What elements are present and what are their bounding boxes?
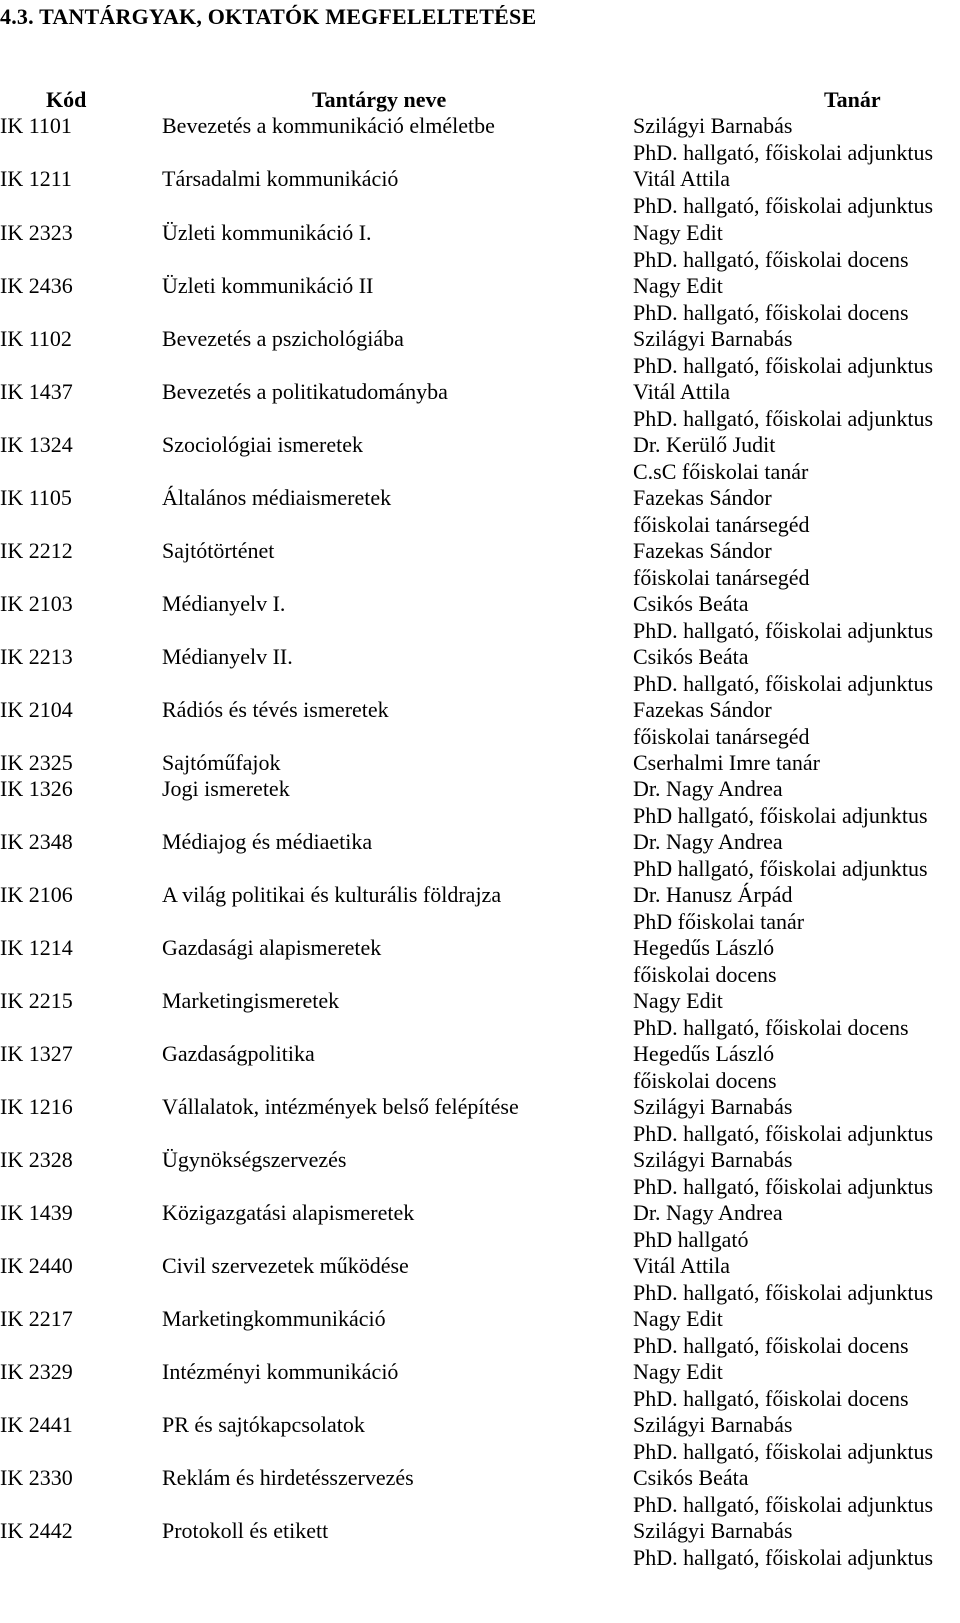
teacher-cell xyxy=(633,166,933,220)
course-code: IK 2213 xyxy=(0,644,73,669)
teacher-title: PhD. hallgató, főiskolai adjunktus xyxy=(633,1545,934,1570)
course-name: Ügynökségszervezés xyxy=(162,1147,347,1172)
course-code: IK 2215 xyxy=(0,988,73,1013)
teacher-name: Hegedűs László xyxy=(633,935,775,960)
teacher-title: PhD. hallgató, főiskolai docens xyxy=(633,247,909,272)
teacher-title: PhD. hallgató, főiskolai adjunktus xyxy=(633,1121,934,1146)
course-name: Reklám és hirdetésszervezés xyxy=(162,1465,414,1490)
course-code: IK 2106 xyxy=(0,882,73,907)
teacher-name: Nagy Edit xyxy=(633,1359,723,1384)
teacher-name: Szilágyi Barnabás xyxy=(633,1147,793,1172)
teacher-title: PhD. hallgató, főiskolai docens xyxy=(633,1015,909,1040)
teacher-title: PhD. hallgató, főiskolai adjunktus xyxy=(633,671,934,696)
teacher-cell xyxy=(633,644,933,698)
teacher-title: PhD. hallgató, főiskolai docens xyxy=(633,1386,909,1411)
teacher-name: Szilágyi Barnabás xyxy=(633,1518,793,1543)
teacher-name: Vitál Attila xyxy=(633,379,731,404)
teacher-cell xyxy=(633,882,804,936)
course-name: Jogi ismeretek xyxy=(162,776,290,801)
teacher-title: főiskolai docens xyxy=(633,962,777,987)
course-code: IK 1105 xyxy=(0,485,72,510)
teacher-name: Nagy Edit xyxy=(633,988,723,1013)
teacher-name: Vitál Attila xyxy=(633,166,731,191)
course-code: IK 2440 xyxy=(0,1253,73,1278)
course-name: Általános médiaismeretek xyxy=(162,485,392,510)
teacher-title: PhD. hallgató, főiskolai adjunktus xyxy=(633,353,934,378)
column-header-subject: Tantárgy neve xyxy=(312,87,447,112)
course-code: IK 1216 xyxy=(0,1094,73,1119)
teacher-name: Cserhalmi Imre tanár xyxy=(633,750,820,775)
course-name: Bevezetés a pszichológiába xyxy=(162,326,404,351)
teacher-title: főiskolai tanársegéd xyxy=(633,512,810,537)
teacher-cell xyxy=(633,379,933,433)
teacher-title: PhD. hallgató, főiskolai adjunktus xyxy=(633,406,934,431)
course-code: IK 2436 xyxy=(0,273,73,298)
teacher-cell xyxy=(633,591,933,645)
teacher-cell xyxy=(633,1306,909,1360)
teacher-name: Nagy Edit xyxy=(633,273,723,298)
teacher-cell xyxy=(633,1094,933,1148)
course-name: Médianyelv I. xyxy=(162,591,286,616)
column-header-teacher: Tanár xyxy=(824,87,881,112)
teacher-cell xyxy=(633,538,810,592)
teacher-name: Csikós Beáta xyxy=(633,1465,749,1490)
course-name: Társadalmi kommunikáció xyxy=(162,166,399,191)
course-code: IK 2323 xyxy=(0,220,73,245)
teacher-title: főiskolai tanársegéd xyxy=(633,565,810,590)
teacher-cell xyxy=(633,432,808,486)
teacher-cell xyxy=(633,1412,933,1466)
teacher-title: PhD. hallgató, főiskolai adjunktus xyxy=(633,193,934,218)
course-code: IK 1437 xyxy=(0,379,73,404)
teacher-cell xyxy=(633,1359,909,1413)
teacher-cell xyxy=(633,1041,777,1095)
teacher-cell xyxy=(633,988,909,1042)
course-code: IK 1214 xyxy=(0,935,73,960)
course-name: Bevezetés a politikatudományba xyxy=(162,379,448,404)
course-code: IK 1324 xyxy=(0,432,73,457)
teacher-title: PhD. hallgató, főiskolai adjunktus xyxy=(633,1280,934,1305)
course-code: IK 2442 xyxy=(0,1518,73,1543)
teacher-title: PhD. hallgató, főiskolai adjunktus xyxy=(633,140,934,165)
course-name: Vállalatok, intézmények belső felépítése xyxy=(162,1094,519,1119)
teacher-cell xyxy=(633,113,933,167)
teacher-title: PhD hallgató xyxy=(633,1227,749,1252)
course-code: IK 1439 xyxy=(0,1200,73,1225)
teacher-cell xyxy=(633,1465,933,1519)
teacher-cell xyxy=(633,326,933,380)
teacher-cell xyxy=(633,697,810,751)
teacher-name: Nagy Edit xyxy=(633,220,723,245)
course-code: IK 2104 xyxy=(0,697,73,722)
course-name: Üzleti kommunikáció I. xyxy=(162,220,372,245)
teacher-title: PhD. hallgató, főiskolai adjunktus xyxy=(633,1174,934,1199)
teacher-name: Szilágyi Barnabás xyxy=(633,1094,793,1119)
teacher-cell xyxy=(633,273,909,327)
teacher-cell xyxy=(633,750,820,777)
column-header-code: Kód xyxy=(46,87,87,112)
teacher-title: PhD hallgató, főiskolai adjunktus xyxy=(633,856,928,881)
course-code: IK 2103 xyxy=(0,591,73,616)
course-name: Gazdasági alapismeretek xyxy=(162,935,382,960)
course-code: IK 2328 xyxy=(0,1147,73,1172)
course-code: IK 1101 xyxy=(0,113,72,138)
teacher-title: PhD. hallgató, főiskolai docens xyxy=(633,1333,909,1358)
course-code: IK 2212 xyxy=(0,538,73,563)
teacher-title: PhD. hallgató, főiskolai adjunktus xyxy=(633,618,934,643)
teacher-cell xyxy=(633,1200,783,1254)
course-name: Gazdaságpolitika xyxy=(162,1041,315,1066)
teacher-name: Hegedűs László xyxy=(633,1041,775,1066)
teacher-name: Dr. Hanusz Árpád xyxy=(633,882,793,907)
course-name: Sajtótörténet xyxy=(162,538,275,563)
teacher-title: PhD hallgató, főiskolai adjunktus xyxy=(633,803,928,828)
course-name: Marketingkommunikáció xyxy=(162,1306,386,1331)
course-code: IK 2441 xyxy=(0,1412,73,1437)
teacher-name: Fazekas Sándor xyxy=(633,485,772,510)
teacher-name: Nagy Edit xyxy=(633,1306,723,1331)
course-name: Üzleti kommunikáció II xyxy=(162,273,374,298)
course-name: Marketingismeretek xyxy=(162,988,340,1013)
teacher-name: Szilágyi Barnabás xyxy=(633,113,793,138)
course-name: Szociológiai ismeretek xyxy=(162,432,363,457)
teacher-name: Dr. Nagy Andrea xyxy=(633,829,783,854)
course-code: IK 2325 xyxy=(0,750,73,775)
course-code: IK 2330 xyxy=(0,1465,73,1490)
teacher-cell xyxy=(633,829,928,883)
teacher-name: Fazekas Sándor xyxy=(633,697,772,722)
course-name: Közigazgatási alapismeretek xyxy=(162,1200,415,1225)
course-name: PR és sajtókapcsolatok xyxy=(162,1412,365,1437)
course-name: A világ politikai és kulturális földrajza xyxy=(162,882,502,907)
teacher-cell xyxy=(633,220,909,274)
course-code: IK 1326 xyxy=(0,776,73,801)
teacher-title: főiskolai tanársegéd xyxy=(633,724,810,749)
course-name: Médianyelv II. xyxy=(162,644,293,669)
teacher-cell xyxy=(633,1253,933,1307)
teacher-name: Szilágyi Barnabás xyxy=(633,326,793,351)
course-name: Civil szervezetek működése xyxy=(162,1253,409,1278)
teacher-name: Szilágyi Barnabás xyxy=(633,1412,793,1437)
teacher-cell xyxy=(633,776,928,830)
teacher-cell xyxy=(633,485,810,539)
course-code: IK 1102 xyxy=(0,326,72,351)
teacher-name: Vitál Attila xyxy=(633,1253,731,1278)
teacher-title: PhD főiskolai tanár xyxy=(633,909,805,934)
course-code: IK 2348 xyxy=(0,829,73,854)
course-name: Médiajog és médiaetika xyxy=(162,829,373,854)
course-code: IK 2217 xyxy=(0,1306,73,1331)
course-code: IK 2329 xyxy=(0,1359,73,1384)
course-name: Protokoll és etikett xyxy=(162,1518,329,1543)
page-heading: 4.3. TANTÁRGYAK, OKTATÓK MEGFELELTETÉSE xyxy=(0,4,537,29)
teacher-title: főiskolai docens xyxy=(633,1068,777,1093)
teacher-name: Fazekas Sándor xyxy=(633,538,772,563)
course-name: Rádiós és tévés ismeretek xyxy=(162,697,389,722)
teacher-cell xyxy=(633,935,777,989)
course-code: IK 1327 xyxy=(0,1041,73,1066)
teacher-title: C.sC főiskolai tanár xyxy=(633,459,809,484)
course-name: Sajtóműfajok xyxy=(162,750,281,775)
teacher-title: PhD. hallgató, főiskolai adjunktus xyxy=(633,1492,934,1517)
teacher-name: Dr. Nagy Andrea xyxy=(633,1200,783,1225)
teacher-title: PhD. hallgató, főiskolai adjunktus xyxy=(633,1439,934,1464)
teacher-name: Csikós Beáta xyxy=(633,591,749,616)
teacher-title: PhD. hallgató, főiskolai docens xyxy=(633,300,909,325)
teacher-cell xyxy=(633,1147,933,1201)
teacher-name: Dr. Nagy Andrea xyxy=(633,776,783,801)
teacher-cell xyxy=(633,1518,933,1572)
course-name: Intézményi kommunikáció xyxy=(162,1359,399,1384)
teacher-name: Csikós Beáta xyxy=(633,644,749,669)
course-name: Bevezetés a kommunikáció elméletbe xyxy=(162,113,495,138)
teacher-name: Dr. Kerülő Judit xyxy=(633,432,776,457)
course-code: IK 1211 xyxy=(0,166,72,191)
